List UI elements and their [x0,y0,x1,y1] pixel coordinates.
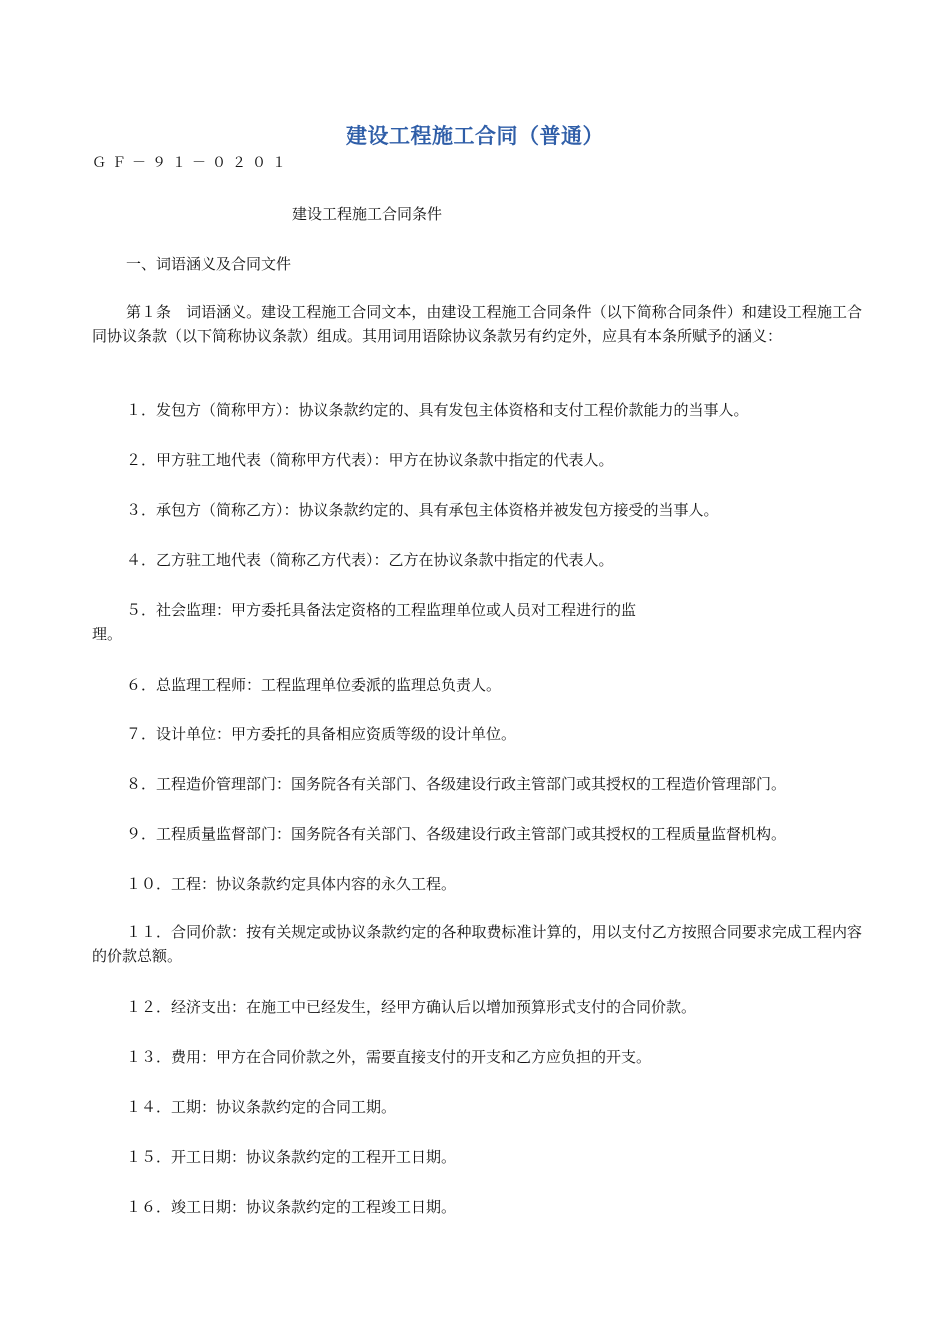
article-1-paragraph: 第１条 词语涵义。建设工程施工合同文本，由建设工程施工合同条件（以下简称合同条件）和建设工程施工合同协议条款（以下简称协议条款）组成。其用词用语除协议条款另有约定外，应具有本条所赋予的涵义： [92,303,862,345]
definition-item: １．发包方（简称甲方）：协议条款约定的、具有发包主体资格和支付工程价款能力的当事人。 [126,401,749,419]
definition-item: １２．经济支出：在施工中已经发生，经甲方确认后以增加预算形式支付的合同价款。 [126,998,697,1016]
definition-item: ４．乙方驻工地代表（简称乙方代表）：乙方在协议条款中指定的代表人。 [126,551,614,569]
section-heading: 一、词语涵义及合同文件 [126,255,292,273]
definition-item-continuation: 理。 [92,625,123,643]
document-title: 建设工程施工合同（普通） [346,124,604,148]
definition-item: ８．工程造价管理部门：国务院各有关部门、各级建设行政主管部门或其授权的工程造价管理部门。 [126,775,787,793]
definition-item: ２．甲方驻工地代表（简称甲方代表）：甲方在协议条款中指定的代表人。 [126,451,614,469]
contract-code: ＧＦ－９１－０２０１ [92,155,292,171]
definition-item: １０．工程：协议条款约定具体内容的永久工程。 [126,875,457,893]
definition-item: ９．工程质量监督部门：国务院各有关部门、各级建设行政主管部门或其授权的工程质量监督机构。 [126,825,787,843]
definition-item: １３．费用：甲方在合同价款之外，需要直接支付的开支和乙方应负担的开支。 [126,1048,652,1066]
definition-item: ７．设计单位：甲方委托的具备相应资质等级的设计单位。 [126,725,517,743]
definition-item: １４．工期：协议条款约定的合同工期。 [126,1098,397,1116]
definition-item: ６．总监理工程师：工程监理单位委派的监理总负责人。 [126,676,502,694]
definition-item: ３．承包方（简称乙方）：协议条款约定的、具有承包主体资格并被发包方接受的当事人。 [126,501,719,519]
definition-item: １５．开工日期：协议条款约定的工程开工日期。 [126,1148,457,1166]
definition-item: ５．社会监理：甲方委托具备法定资格的工程监理单位或人员对工程进行的监 [126,601,637,619]
definition-item: １６．竣工日期：协议条款约定的工程竣工日期。 [126,1198,457,1216]
definition-item: １１．合同价款：按有关规定或协议条款约定的各种取费标准计算的，用以支付乙方按照合同要求完成工程内容的价款总额。 [92,923,862,965]
document-subtitle: 建设工程施工合同条件 [292,205,443,223]
